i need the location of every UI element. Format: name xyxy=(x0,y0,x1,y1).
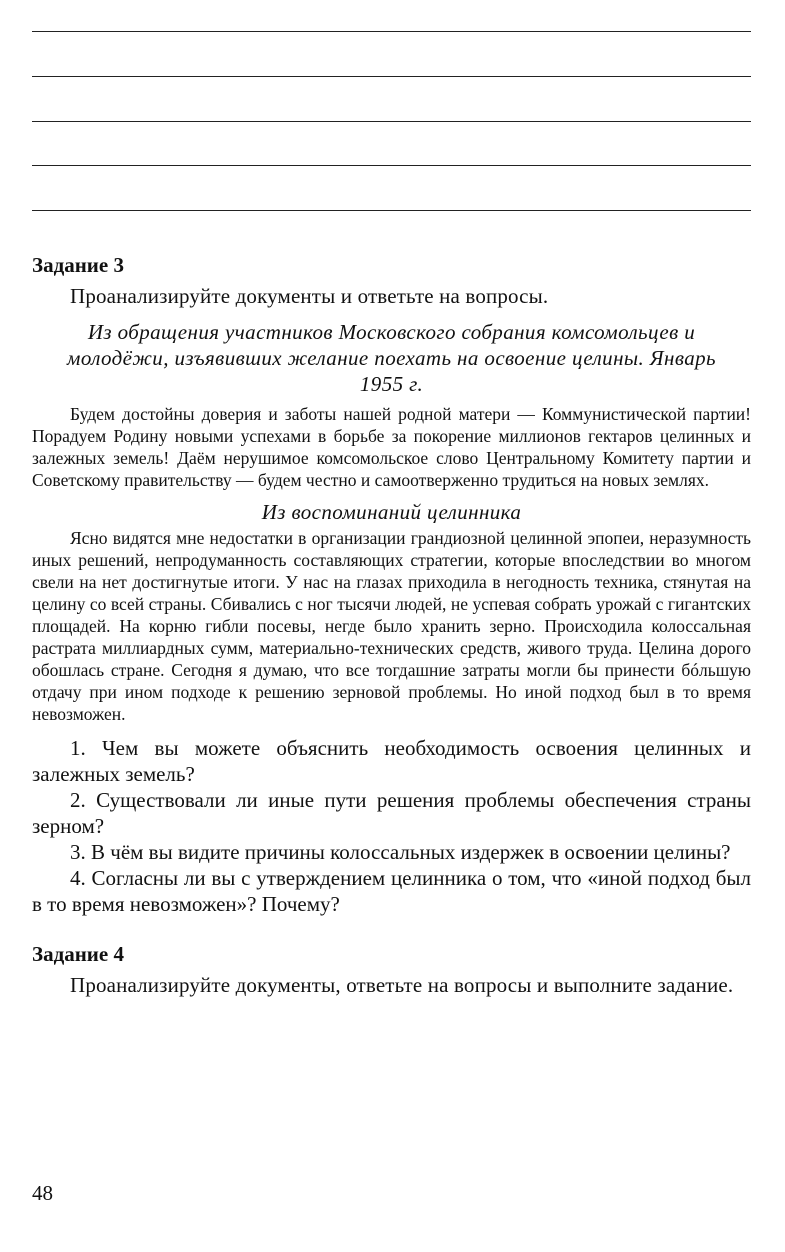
page-number: 48 xyxy=(32,1181,53,1205)
answer-lines xyxy=(32,0,751,220)
question-3: 3. В чём вы видите причины колоссальных издержек в освоении целины? xyxy=(70,840,731,864)
question-4: 4. Согласны ли вы с утверждением целинника о том, что «иной подход был в то время невозможен»? Почему? xyxy=(32,866,751,916)
document-2-text: Ясно видятся мне недостатки в организации грандиозной целинной эпопеи, неразумность иных решений, непродуманность составляющих стратегии, которые впоследствии во многом свели на нет достигнутые итоги. У нас на глазах приходила в негодность техника, стянутая на целину со всей страны. Сбивались с ног тысячи людей, не успевая собрать урожай с гигантских площадей. На корню гибли посевы, негде было хранить зерно. Происходила колоссальная растрата миллиардных сумм, материально-технических средств, живого труда. Целина дорого обошлась стране. Сегодня я думаю, что все тогдашние затраты могли бы принести бóльшую отдачу при ином подходе к решению зерновой проблемы. Но иной подход был в то время невозможен. xyxy=(32,528,751,724)
task-4-title: Задание 4 xyxy=(32,942,124,966)
document-2-title: Из воспоминаний целинника xyxy=(261,500,522,524)
document-1-text: Будем достойны доверия и заботы нашей родной матери — Коммунистической партии! Порадуем Родину новыми успехами в борьбе за покорение миллионов гектаров целинных и залежных земель! Даём нерушимое комсомольское слово Центральному Комитету партии и Советскому правительству — будем честно и самоотверженно трудиться на новых землях. xyxy=(32,404,751,490)
page-content xyxy=(32,252,751,998)
answer-line xyxy=(32,210,751,211)
answer-line xyxy=(32,165,751,166)
questions-list xyxy=(32,735,751,917)
answer-line xyxy=(32,76,751,77)
document-1-title: Из обращения участников Московского собрания комсомольцев и молодёжи, изъявивших желание поехать на освоение целины. Январь 1955 г. xyxy=(67,320,716,396)
answer-line xyxy=(32,121,751,122)
question-1: 1. Чем вы можете объяснить необходимость освоения целинных и залежных земель? xyxy=(32,736,751,786)
question-2: 2. Существовали ли иные пути решения проблемы обеспечения страны зерном? xyxy=(32,788,751,838)
task-3-title: Задание 3 xyxy=(32,253,124,277)
task-3-intro: Проанализируйте документы и ответьте на вопросы. xyxy=(70,284,549,308)
answer-line xyxy=(32,31,751,32)
task-4-intro: Проанализируйте документы, ответьте на вопросы и выполните задание. xyxy=(70,973,734,997)
